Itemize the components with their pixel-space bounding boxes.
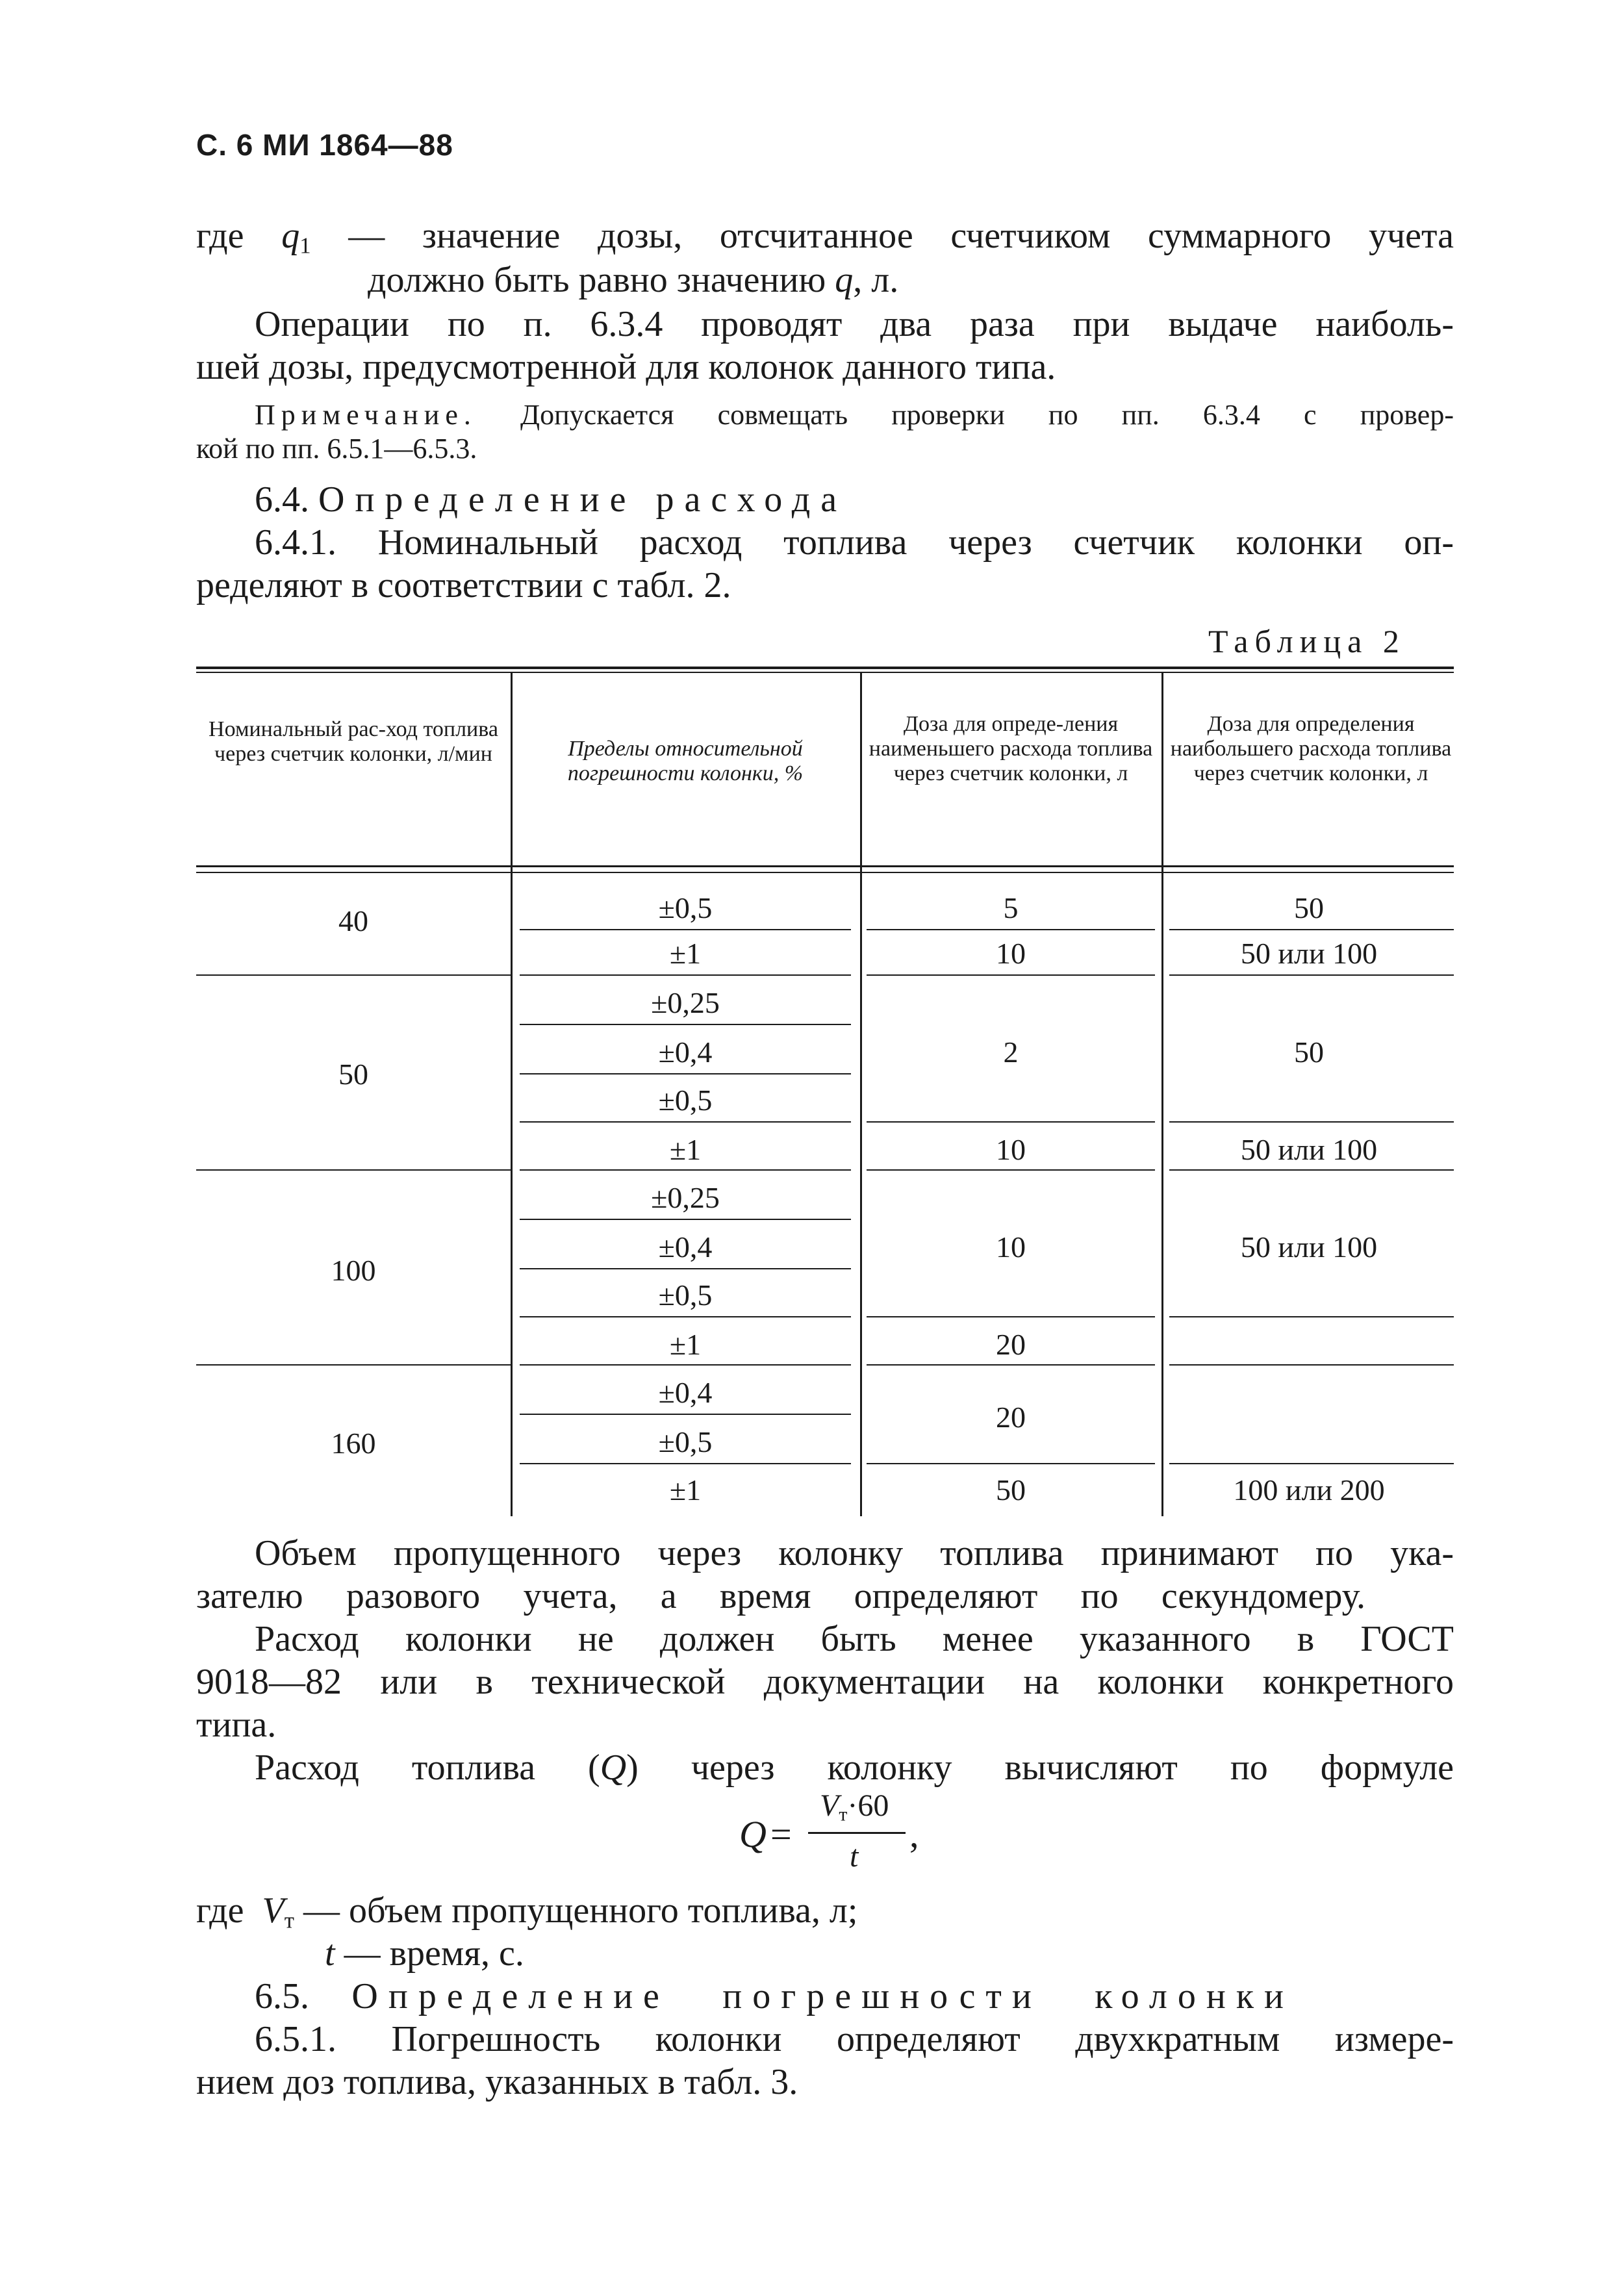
col3-sep-1 — [867, 929, 1155, 930]
min-dose-cell: 5 — [1003, 891, 1019, 924]
nominal-flow-160: 160 — [331, 1427, 376, 1460]
error-limit-cell: ±1 — [669, 1473, 702, 1506]
formula-num-sub: т — [839, 1803, 848, 1825]
after-table-p3 — [255, 1746, 1454, 1789]
section-6-5-number: 6.5. — [255, 1976, 309, 2016]
max-dose-cell: 50 или 100 — [1240, 1133, 1378, 1166]
ops-line-1: Операции по п. 6.3.4 проводят два раза при выдаче наиболь- — [255, 304, 1454, 344]
col3-sep-3 — [867, 1121, 1155, 1123]
max-dose-cell: 50 — [1294, 891, 1324, 924]
col2-sep-4 — [520, 1073, 851, 1074]
col4-sep-6 — [1169, 1364, 1454, 1366]
intro-line2-var: q — [835, 260, 854, 300]
min-dose-cell: 10 — [996, 1133, 1026, 1166]
col3-sep-2 — [867, 974, 1155, 976]
formula-num-rest: ·60 — [847, 1788, 889, 1823]
table-header-col-1: Номинальный рас-ход топлива через счетчик колонки, л/мин — [209, 717, 498, 766]
section-6-5-title: Определение погрешности колонки — [351, 1976, 1295, 2016]
col1-sep-1 — [196, 974, 511, 976]
note-line-2: кой по пп. 6.5.1—6.5.3. — [196, 433, 477, 464]
error-limit-cell: ±0,5 — [658, 1425, 713, 1458]
col4-sep-7 — [1169, 1463, 1454, 1464]
table-vline-1 — [511, 874, 513, 1507]
error-limit-cell: ±0,4 — [658, 1230, 713, 1264]
max-dose-cell: 50 или 100 — [1240, 1230, 1378, 1264]
intro-rest: — значение дозы, отсчитанное счетчиком суммарного учета — [311, 216, 1454, 256]
min-dose-cell: 10 — [996, 937, 1026, 970]
intro-var-q: q — [281, 216, 300, 256]
col3-sep-4 — [867, 1169, 1155, 1171]
col3-sep-5 — [867, 1316, 1155, 1317]
table-header-col-3: Доза для опреде-ления наименьшего расхода топлива через счетчик колонки, л — [869, 712, 1153, 785]
p3-var-q: Q — [600, 1748, 627, 1788]
section-6-5-heading — [255, 1975, 1294, 2018]
note-rest: Допускается совмещать проверки по пп. 6.3.4 с провер- — [476, 399, 1454, 431]
col2-sep-9 — [520, 1316, 851, 1317]
error-limit-cell: ±0,25 — [651, 986, 720, 1019]
error-limit-cell: ±0,5 — [658, 1084, 713, 1117]
table-vline-3 — [1161, 874, 1163, 1507]
min-dose-cell: 20 — [996, 1328, 1026, 1361]
p3-rest: ) через колонку вычисляют по формуле — [626, 1748, 1454, 1788]
error-limit-cell: ±0,4 — [658, 1036, 713, 1069]
table-top-rule — [196, 667, 1454, 669]
intro-prefix: где — [196, 216, 244, 256]
col2-sep-8 — [520, 1268, 851, 1269]
error-limit-cell: ±1 — [669, 937, 702, 970]
max-dose-cell: 100 или 200 — [1233, 1473, 1385, 1506]
where-var-v: V — [262, 1890, 285, 1931]
where-rest-2: — время, с. — [335, 1933, 524, 1974]
col2-sep-6 — [520, 1169, 851, 1171]
error-limit-cell: ±0,25 — [651, 1181, 720, 1214]
col2-sep-5 — [520, 1121, 851, 1123]
after-table-p2-line-2: 9018—82 или в технической документации на колонки конкретного — [196, 1662, 1454, 1702]
where-line-2 — [325, 1932, 524, 1975]
error-limit-cell: ±1 — [669, 1133, 702, 1166]
formula-fraction-bar — [808, 1832, 906, 1834]
section-6-4-heading — [255, 478, 847, 521]
table-top-rule-2 — [196, 672, 1454, 673]
nominal-flow-40: 40 — [338, 904, 368, 937]
where-rest-1: — объем пропущенного топлива, л; — [294, 1890, 858, 1931]
col1-sep-3 — [196, 1364, 511, 1366]
para-6-4-1-line-1: 6.4.1. Номинальный расход топлива через счетчик колонки оп- — [255, 522, 1454, 563]
section-6-4-title: Определение расхода — [318, 479, 848, 520]
error-limit-cell: ±1 — [669, 1328, 702, 1361]
max-dose-cell: 50 — [1294, 1036, 1324, 1069]
after-table-p2-line-3: типа. — [196, 1705, 277, 1745]
col2-sep-7 — [520, 1219, 851, 1220]
after-table-p2-line-1: Расход колонки не должен быть менее указанного в ГОСТ — [255, 1619, 1454, 1659]
formula-lhs: Q — [739, 1813, 767, 1855]
col3-sep-6 — [867, 1364, 1155, 1366]
nominal-flow-100: 100 — [331, 1254, 376, 1287]
col2-sep-3 — [520, 1024, 851, 1025]
col4-sep-1 — [1169, 929, 1454, 930]
table-header-col-2: Пределы относительной погрешности колонки, % — [567, 737, 804, 785]
where-prefix: где — [196, 1890, 244, 1931]
col2-sep-10 — [520, 1364, 851, 1366]
intro-line2-unit: , л. — [853, 260, 899, 300]
table-caption: Таблица 2 — [1208, 623, 1406, 659]
ops-line-2: шей дозы, предусмотренной для колонок данного типа. — [196, 347, 1056, 387]
table-head-rule — [196, 865, 1454, 867]
para-6-5-1-line-2: нием доз топлива, указанных в табл. 3. — [196, 2062, 798, 2102]
col1-sep-2 — [196, 1169, 511, 1171]
col2-sep-12 — [520, 1463, 851, 1464]
note-label: Примечание. — [255, 399, 477, 431]
para-6-4-1-line-2: ределяют в соответствии с табл. 2. — [196, 565, 731, 605]
col3-sep-7 — [867, 1463, 1155, 1464]
intro-sub: 1 — [299, 233, 311, 259]
where-line-1 — [196, 1889, 857, 1942]
formula-eq: = — [770, 1813, 792, 1855]
min-dose-cell: 10 — [996, 1230, 1026, 1264]
max-dose-cell: 50 или 100 — [1240, 937, 1378, 970]
min-dose-cell: 50 — [996, 1473, 1026, 1506]
section-6-4-number: 6.4. — [255, 479, 309, 520]
intro-line2-text: должно быть равно значению — [368, 260, 835, 300]
after-table-p1-line-1: Объем пропущенного через колонку топлива принимают по ука- — [255, 1533, 1454, 1573]
formula-numerator — [820, 1788, 889, 1825]
col4-sep-3 — [1169, 1121, 1454, 1123]
nominal-flow-50: 50 — [338, 1058, 368, 1091]
col2-sep-2 — [520, 974, 851, 976]
table-header-col-4: Доза для определения наибольшего расхода топлива через счетчик колонки, л — [1170, 712, 1452, 785]
col4-sep-4 — [1169, 1169, 1454, 1171]
error-limit-cell: ±0,5 — [658, 1278, 713, 1312]
formula-comma: , — [909, 1813, 919, 1855]
after-table-p1-line-2: зателю разового учета, а время определяют по секундомеру. — [196, 1576, 1365, 1616]
col2-sep-1 — [520, 929, 851, 930]
para-6-5-1-line-1: 6.5.1. Погрешность колонки определяют двухкратным измере- — [255, 2019, 1454, 2059]
page-header: С. 6 МИ 1864—88 — [196, 128, 453, 162]
formula-denominator: t — [850, 1839, 859, 1874]
col2-sep-11 — [520, 1414, 851, 1415]
where-sub: т — [284, 1907, 294, 1933]
formula-num-var: V — [820, 1788, 839, 1823]
table-vline-2 — [860, 874, 862, 1507]
error-limit-cell: ±0,4 — [658, 1376, 713, 1409]
where-var-t: t — [325, 1933, 335, 1974]
error-limit-cell: ±0,5 — [658, 891, 713, 924]
p3-text: Расход топлива ( — [255, 1748, 600, 1788]
min-dose-cell: 2 — [1003, 1036, 1019, 1069]
table-head-rule-2 — [196, 872, 1454, 873]
col4-sep-5 — [1169, 1316, 1454, 1317]
note-line-1 — [255, 398, 1454, 433]
min-dose-cell: 20 — [996, 1401, 1026, 1434]
col4-sep-2 — [1169, 974, 1454, 976]
intro-line-2 — [368, 259, 898, 301]
